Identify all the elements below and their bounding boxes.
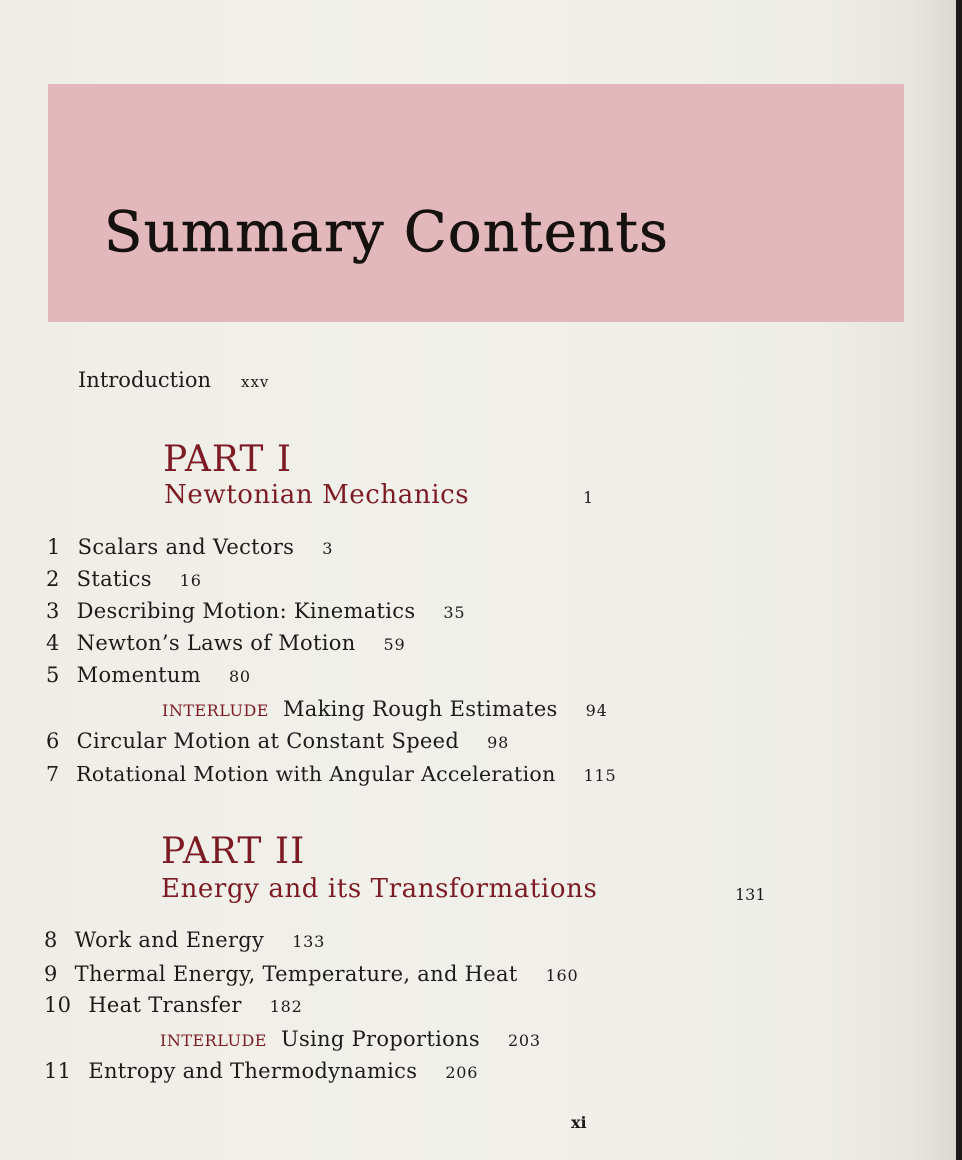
entry-page: 133 xyxy=(292,932,326,951)
entry-page: 59 xyxy=(383,635,406,654)
entry-page: xxv xyxy=(241,373,270,391)
part-2-title: PART II xyxy=(161,831,306,872)
page-edge xyxy=(956,0,962,1160)
toc-entry-chapter-9[interactable] xyxy=(44,960,579,990)
entry-label: Circular Motion at Constant Speed xyxy=(76,729,460,753)
entry-page: 115 xyxy=(583,766,617,785)
toc-entry-chapter-2[interactable] xyxy=(46,565,202,595)
chapter-number: 9 xyxy=(44,962,58,986)
entry-label: Heat Transfer xyxy=(88,993,242,1017)
interlude-tag: INTERLUDE xyxy=(160,1031,267,1050)
entry-label: Momentum xyxy=(76,663,201,687)
entry-label: Scalars and Vectors xyxy=(77,535,295,559)
entry-page: 16 xyxy=(179,571,202,590)
entry-page: 98 xyxy=(487,733,510,752)
page-title: Summary Contents xyxy=(104,200,670,265)
entry-page: 206 xyxy=(445,1063,479,1082)
chapter-number: 4 xyxy=(46,631,60,655)
entry-label: Making Rough Estimates xyxy=(282,697,558,721)
toc-entry-chapter-11[interactable] xyxy=(44,1057,478,1087)
page-folio: xi xyxy=(571,1113,587,1132)
toc-entry-interlude-2[interactable] xyxy=(160,1025,541,1055)
chapter-number: 10 xyxy=(44,993,72,1017)
part-1-page: 1 xyxy=(583,488,594,507)
entry-page: 94 xyxy=(585,701,608,720)
chapter-number: 7 xyxy=(46,762,60,786)
part-1-subtitle[interactable]: Newtonian Mechanics xyxy=(164,480,470,510)
entry-label: Describing Motion: Kinematics xyxy=(76,599,416,623)
chapter-number: 2 xyxy=(46,567,60,591)
chapter-number: 1 xyxy=(47,535,61,559)
chapter-number: 6 xyxy=(46,729,60,753)
toc-entry-chapter-6[interactable] xyxy=(46,727,509,757)
entry-label: Work and Energy xyxy=(74,928,265,952)
entry-label: Entropy and Thermodynamics xyxy=(88,1059,418,1083)
part-1-title: PART I xyxy=(163,439,293,480)
chapter-number: 11 xyxy=(44,1059,72,1083)
entry-label: Statics xyxy=(76,567,152,591)
entry-label: Rotational Motion with Angular Acceleration xyxy=(76,762,556,786)
entry-page: 80 xyxy=(228,667,251,686)
part-2-page: 131 xyxy=(735,885,766,904)
chapter-number: 8 xyxy=(44,928,58,952)
interlude-tag: INTERLUDE xyxy=(162,701,269,720)
toc-entry-introduction[interactable] xyxy=(78,366,269,396)
entry-page: 182 xyxy=(269,997,303,1016)
toc-entry-chapter-1[interactable] xyxy=(47,533,333,563)
entry-label: Thermal Energy, Temperature, and Heat xyxy=(74,962,518,986)
toc-entry-chapter-4[interactable] xyxy=(46,629,406,659)
chapter-number: 5 xyxy=(46,663,60,687)
entry-page: 160 xyxy=(545,966,579,985)
toc-entry-chapter-5[interactable] xyxy=(46,661,251,691)
toc-entry-chapter-8[interactable] xyxy=(44,926,325,956)
entry-label: Using Proportions xyxy=(280,1027,480,1051)
toc-entry-chapter-3[interactable] xyxy=(46,597,465,627)
chapter-number: 3 xyxy=(46,599,60,623)
entry-page: 3 xyxy=(322,539,334,558)
entry-page: 35 xyxy=(443,603,466,622)
part-2-subtitle[interactable]: Energy and its Transformations xyxy=(161,874,598,904)
entry-label: Newton’s Laws of Motion xyxy=(76,631,356,655)
entry-page: 203 xyxy=(507,1031,541,1050)
toc-entry-interlude-1[interactable] xyxy=(162,695,608,725)
toc-entry-chapter-10[interactable] xyxy=(44,991,303,1021)
toc-entry-chapter-7[interactable] xyxy=(46,760,617,790)
entry-label: Introduction xyxy=(78,368,211,392)
